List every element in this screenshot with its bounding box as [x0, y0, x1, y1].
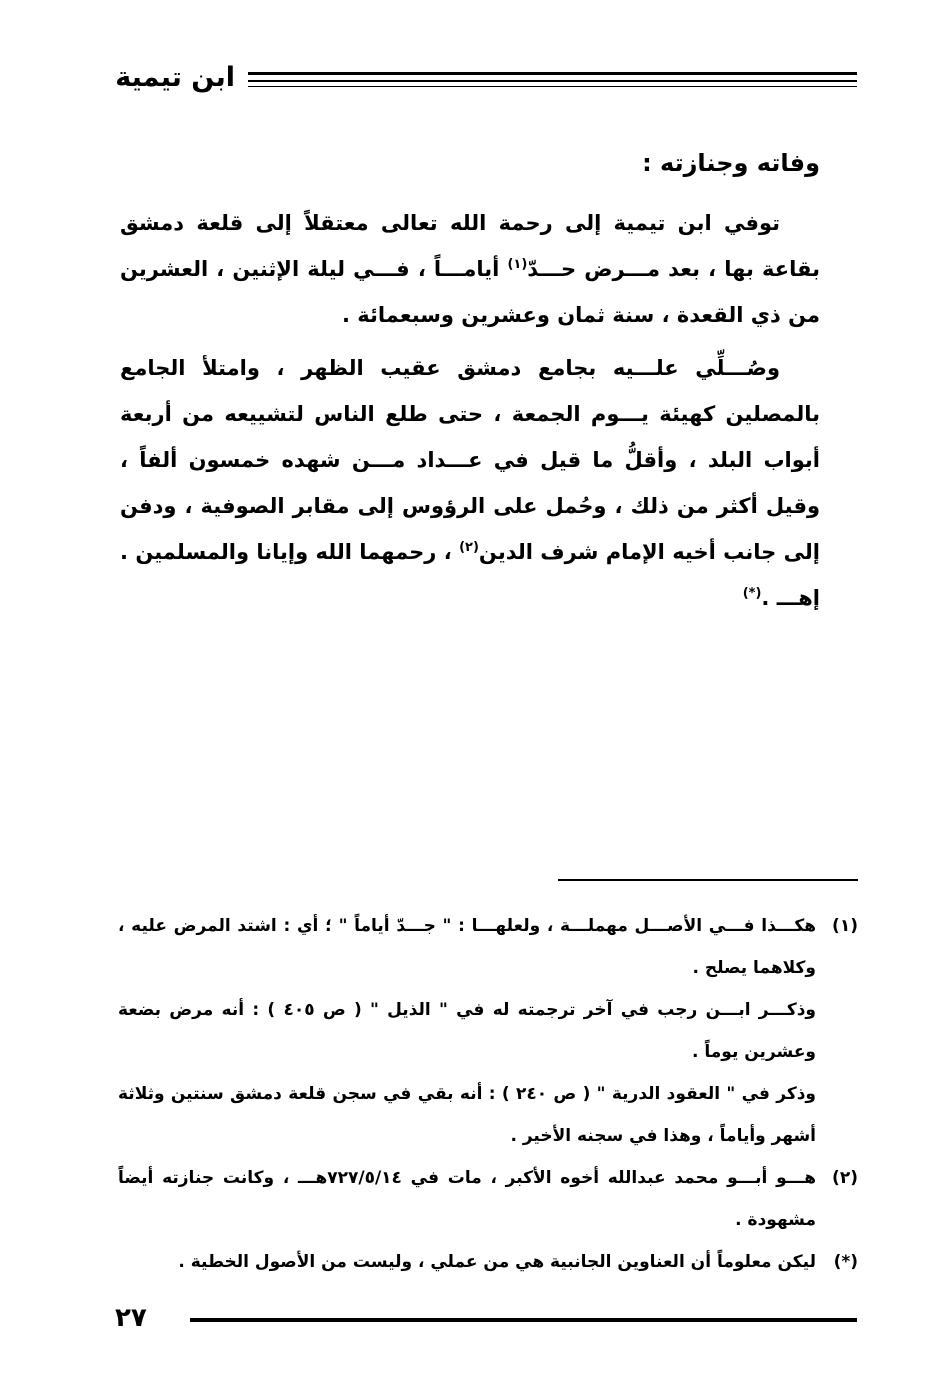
- footnote-ref-1: (١): [507, 257, 528, 272]
- header-rule: [248, 80, 857, 82]
- section-heading: وفاته وجنازته :: [642, 149, 820, 177]
- footnote-2-text: هـــو أبـــو محمد عبدالله أخوه الأكبر ، مات في ٧٢٧/٥/١٤هـــ ، وكانت جنازته أيضاً مشهودة .: [118, 1168, 817, 1230]
- footnote-1-text: هكـــذا فـــي الأصـــل مهملـــة ، ولعلهـــا : " جـــدّ أياماً " ؛ أي : اشتد المرض عليه ، وكلاهما يصلح .: [118, 916, 816, 978]
- footnote-1: [118, 905, 858, 989]
- page-number: ٢٧: [115, 1303, 147, 1333]
- footnote-star-marker: (*): [833, 1252, 858, 1272]
- footnote-separator: [558, 879, 858, 881]
- paragraph-2-text-cont: ، رحمهما الله وإيانا والمسلمين . إهـــ .: [120, 540, 820, 610]
- footnote-1-continuation-1: وذكـــر ابـــن رجب في آخر ترجمته له في " الذيل " ( ص ٤٠٥ ) : أنه مرض بضعة وعشرين يوماً .: [118, 1000, 816, 1062]
- footer-rule: [190, 1318, 857, 1322]
- paragraph-2: [120, 345, 820, 621]
- paragraph-1-text-cont: أيامـــاً ، فـــي ليلة الإثنين ، العشرين من ذي القعدة ، سنة ثمان وعشرين وسبعمائة .: [120, 257, 820, 327]
- header-rule: [248, 86, 857, 87]
- footnote-2-marker: (٢): [832, 1168, 858, 1188]
- footnote-star-text: ليكن معلوماً أن العناوين الجانبية هي من عملي ، وليست من الأصول الخطية .: [178, 1252, 816, 1272]
- paragraph-1: [120, 200, 820, 338]
- footnote-1-continuation-2: وذكر في " العقود الدرية " ( ص ٢٤٠ ) : أنه بقي في سجن قلعة دمشق سنتين وثلاثة أشهر وأياماً ، وهذا في سجنه الأخير .: [118, 1084, 817, 1146]
- paragraph-2-text: وصُـــلِّي علـــيه بجامع دمشق عقيب الظهر ، وامتلأ الجامع بالمصلين كهيئة يـــوم الجمعة ، حتى طلع الناس لتشييعه من أربعة أبواب البلد ، وأقلُّ ما قيل في عـــداد مـــن شهده خمسون ألفاً ، وقيل أكثر من ذلك ، وحُمل على الرؤوس إلى مقابر الصوفية ، ودفن إلى جانب أخيه الإمام شرف الدين: [120, 356, 820, 564]
- footnote-1-marker: (١): [832, 916, 858, 936]
- footnote-2: [118, 1157, 858, 1241]
- footnote-ref-2: (٢): [459, 540, 479, 555]
- header-rule: [248, 72, 857, 75]
- paragraph-1-text: توفي ابن تيمية إلى رحمة الله تعالى معتقلاً إلى قلعة دمشق بقاعة بها ، بعد مـــرض حـــدّ: [120, 211, 820, 281]
- footnote-star: [118, 1241, 858, 1283]
- footnote-ref-star: (*): [742, 586, 762, 601]
- running-header-title: ابن تيمية: [115, 62, 235, 93]
- footnotes: [118, 905, 858, 1283]
